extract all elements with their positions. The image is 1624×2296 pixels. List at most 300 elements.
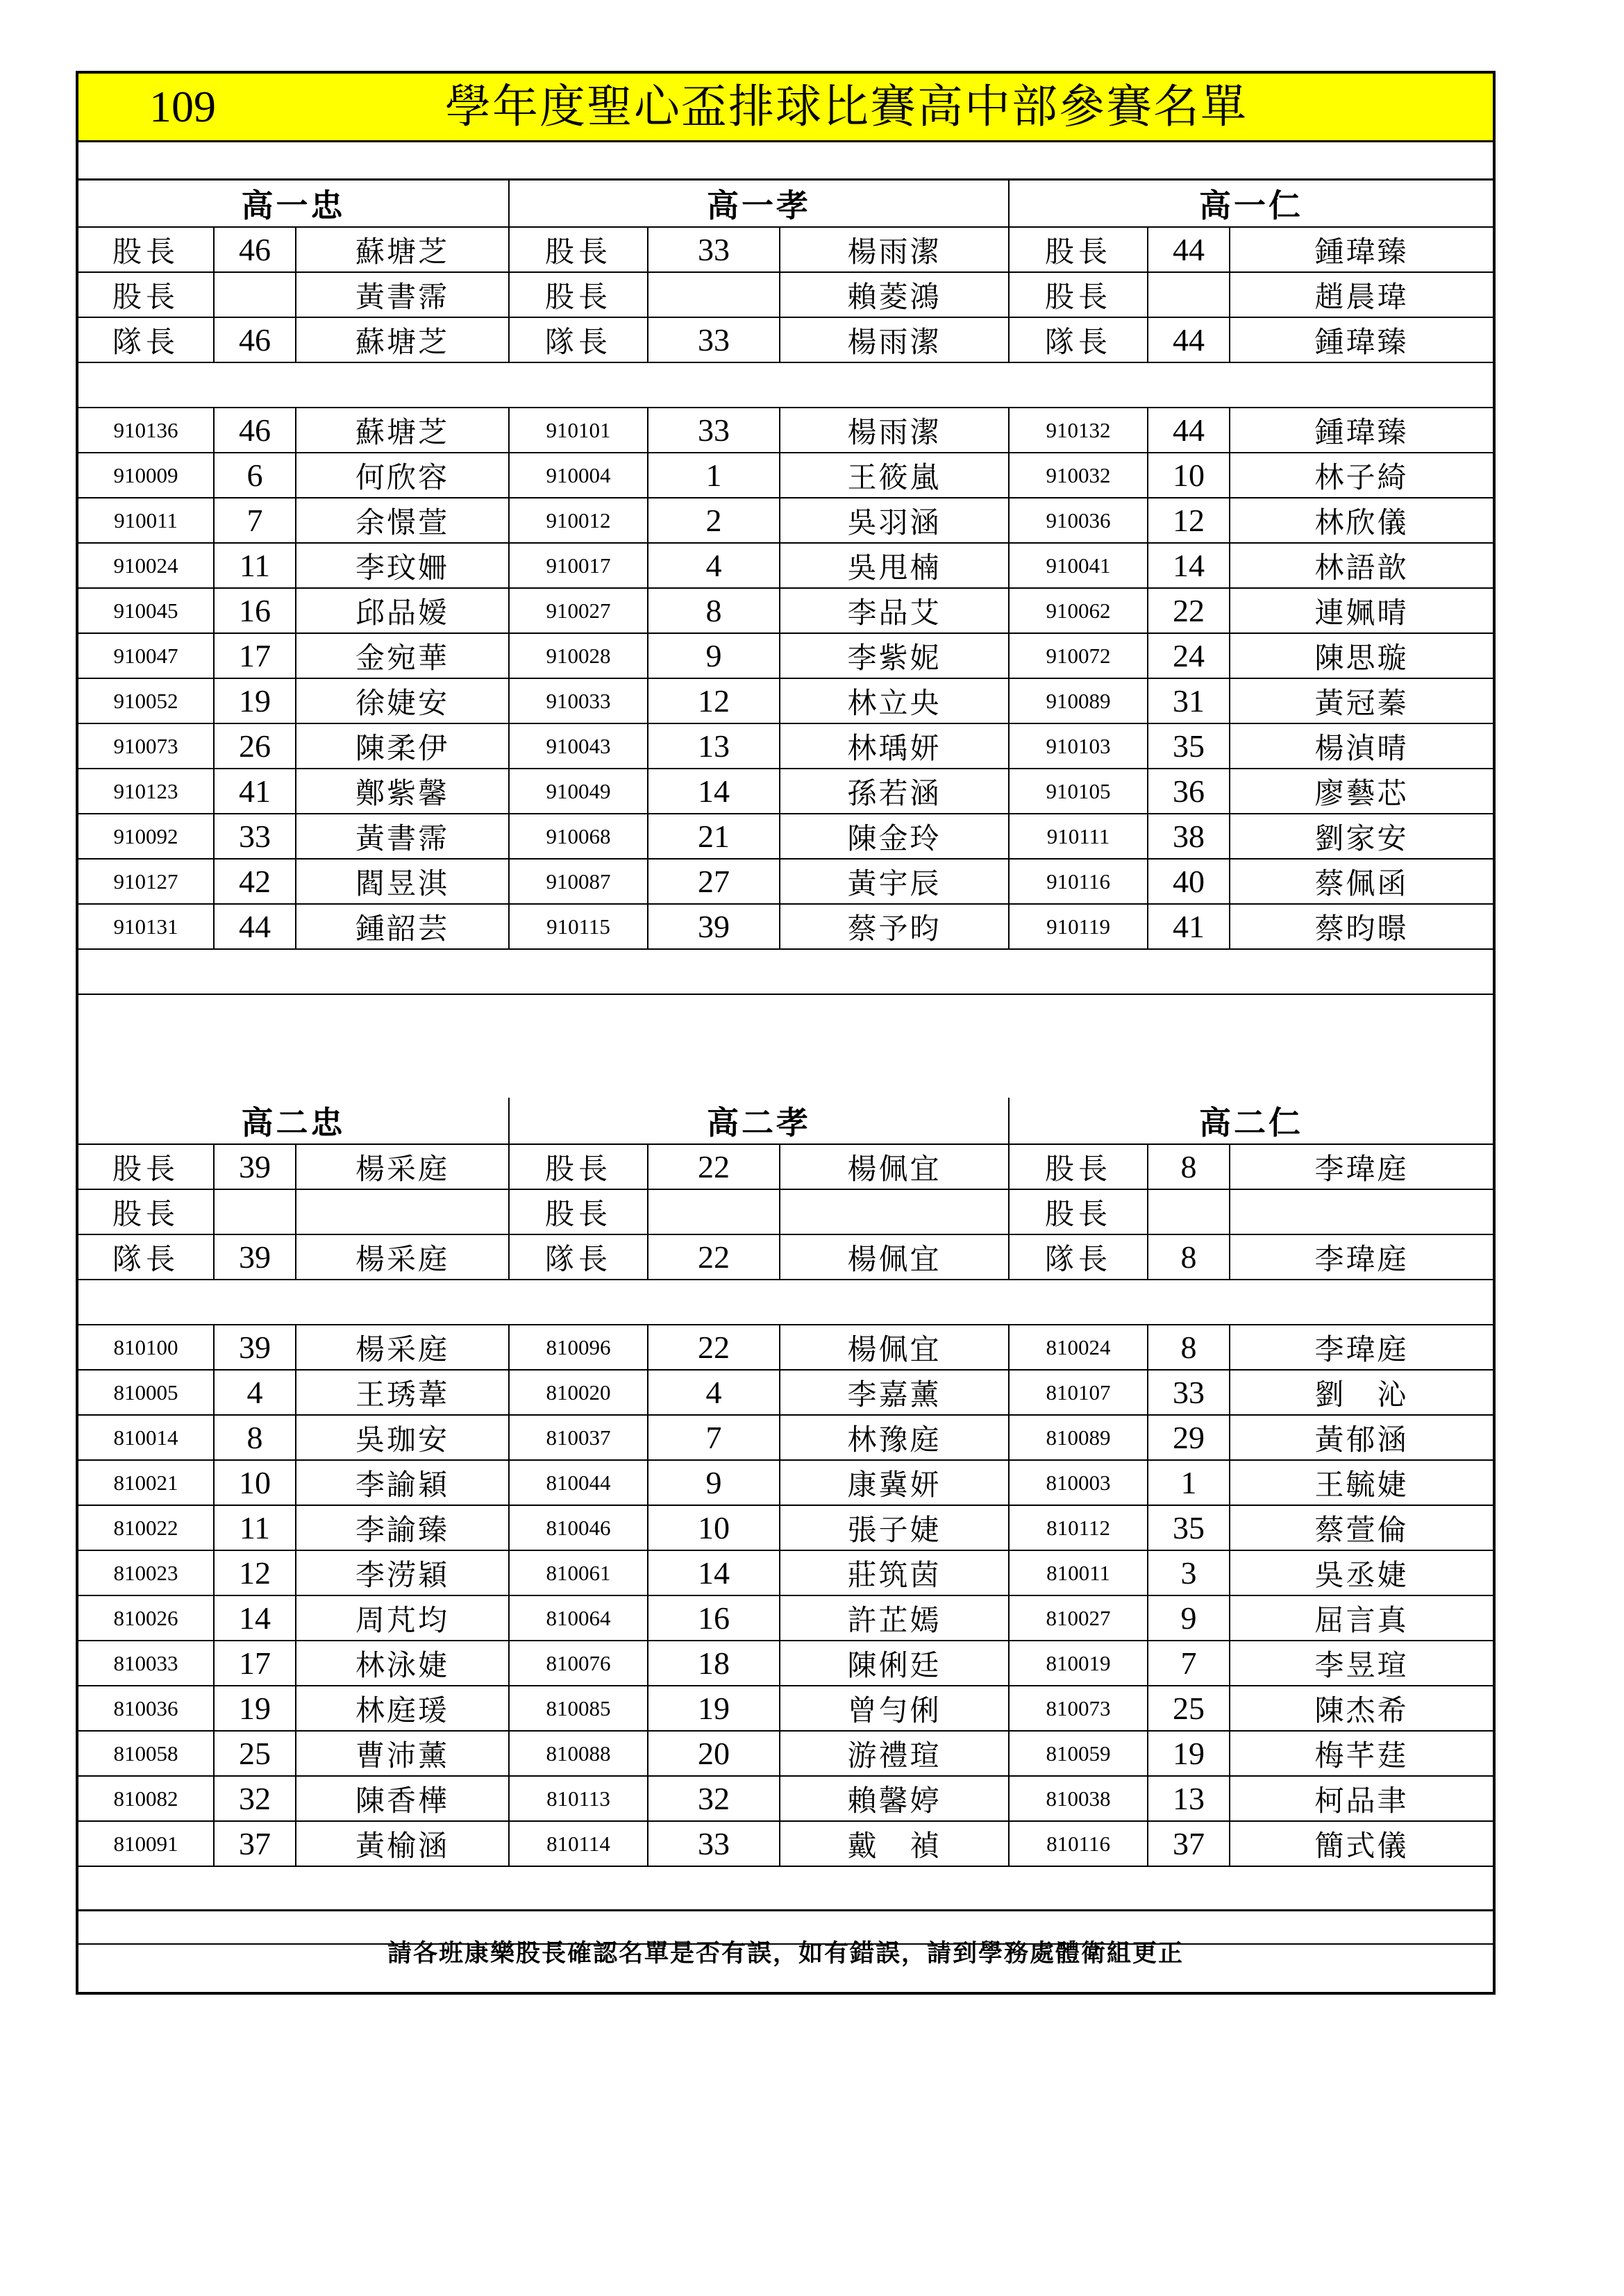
jersey-number: 25 (1148, 1686, 1230, 1731)
student-name: 黃榆涵 (296, 1821, 509, 1866)
jersey-number: 10 (1148, 453, 1230, 498)
gap-row (78, 949, 1493, 994)
student-id: 910072 (1009, 633, 1148, 678)
student-name: 王毓婕 (1230, 1460, 1493, 1505)
student-id: 810112 (1009, 1505, 1148, 1550)
jersey-number: 19 (214, 1686, 296, 1731)
student-name: 陳金玲 (780, 814, 1009, 859)
jersey-number: 6 (214, 453, 296, 498)
jersey-number: 8 (214, 1415, 296, 1460)
student-name: 陳柔伊 (296, 723, 509, 769)
student-name: 閻昱淇 (296, 859, 509, 904)
officer-role: 股長 (78, 272, 214, 317)
student-name: 蔡昀暻 (1230, 904, 1493, 949)
student-name: 廖藝芯 (1230, 769, 1493, 814)
jersey-number: 7 (1148, 1641, 1230, 1686)
student-name: 張子婕 (780, 1505, 1009, 1550)
table-row (78, 1460, 1493, 1505)
student-name: 楊采庭 (296, 1325, 509, 1370)
officer-row (78, 1144, 1493, 1189)
table-row (78, 1821, 1493, 1866)
student-id: 810088 (509, 1731, 648, 1776)
student-name: 柯品聿 (1230, 1776, 1493, 1821)
jersey-number: 17 (214, 1641, 296, 1686)
student-name (296, 1189, 509, 1234)
jersey-number: 39 (648, 904, 780, 949)
student-name: 楊采庭 (296, 1234, 509, 1280)
student-id: 810011 (1009, 1550, 1148, 1595)
student-name: 黃書霈 (296, 814, 509, 859)
student-name: 邱品嫒 (296, 588, 509, 633)
table-row (78, 543, 1493, 588)
student-name: 賴馨婷 (780, 1776, 1009, 1821)
student-id: 810061 (509, 1550, 648, 1595)
class-name-header: 高二忠 (78, 1098, 509, 1144)
jersey-number (214, 1189, 296, 1234)
jersey-number: 14 (648, 1550, 780, 1595)
student-name: 李瑋庭 (1230, 1234, 1493, 1280)
student-id: 810085 (509, 1686, 648, 1731)
student-name: 蘇塘芝 (296, 227, 509, 272)
jersey-number: 19 (214, 678, 296, 723)
jersey-number: 4 (648, 543, 780, 588)
student-name: 陳思璇 (1230, 633, 1493, 678)
jersey-number: 17 (214, 633, 296, 678)
student-name: 楊采庭 (296, 1144, 509, 1189)
student-name: 陳俐廷 (780, 1641, 1009, 1686)
jersey-number: 9 (648, 1460, 780, 1505)
table-row (78, 1595, 1493, 1641)
student-id: 810023 (78, 1550, 214, 1595)
jersey-number: 24 (1148, 633, 1230, 678)
student-id: 910136 (78, 408, 214, 453)
jersey-number: 4 (648, 1370, 780, 1415)
student-id: 810089 (1009, 1415, 1148, 1460)
student-id: 910092 (78, 814, 214, 859)
student-name: 蘇塘芝 (296, 317, 509, 362)
student-name: 鍾瑋臻 (1230, 227, 1493, 272)
student-name: 戴 禎 (780, 1821, 1009, 1866)
student-name: 吳甩楠 (780, 543, 1009, 588)
jersey-number: 14 (214, 1595, 296, 1641)
student-id: 810076 (509, 1641, 648, 1686)
student-id: 810064 (509, 1595, 648, 1641)
student-name: 楊佩宜 (780, 1325, 1009, 1370)
student-id: 910011 (78, 498, 214, 543)
officer-row (78, 227, 1493, 272)
student-name: 林欣儀 (1230, 498, 1493, 543)
officer-role: 隊長 (78, 1234, 214, 1280)
student-id: 910116 (1009, 859, 1148, 904)
jersey-number: 11 (214, 543, 296, 588)
student-name (1230, 1189, 1493, 1234)
table-row (78, 904, 1493, 949)
student-id: 810019 (1009, 1641, 1148, 1686)
officer-role: 股長 (78, 1144, 214, 1189)
student-name: 林子綺 (1230, 453, 1493, 498)
student-id: 910062 (1009, 588, 1148, 633)
jersey-number: 12 (214, 1550, 296, 1595)
jersey-number: 35 (1148, 1505, 1230, 1550)
jersey-number: 27 (648, 859, 780, 904)
jersey-number: 3 (1148, 1550, 1230, 1595)
student-id: 810024 (1009, 1325, 1148, 1370)
student-name: 李涝穎 (296, 1550, 509, 1595)
jersey-number: 11 (214, 1505, 296, 1550)
student-name: 李昱瑄 (1230, 1641, 1493, 1686)
student-id: 810038 (1009, 1776, 1148, 1821)
student-name: 楊佩宜 (780, 1144, 1009, 1189)
student-name: 連姵晴 (1230, 588, 1493, 633)
table-row (78, 814, 1493, 859)
jersey-number: 42 (214, 859, 296, 904)
jersey-number: 12 (648, 678, 780, 723)
student-name: 王琇葦 (296, 1370, 509, 1415)
officer-role: 股長 (509, 1144, 648, 1189)
jersey-number: 36 (1148, 769, 1230, 814)
separator-row (78, 362, 1493, 408)
jersey-number: 4 (214, 1370, 296, 1415)
student-id: 910115 (509, 904, 648, 949)
jersey-number (1148, 272, 1230, 317)
student-name: 游禮瑄 (780, 1731, 1009, 1776)
jersey-number (214, 272, 296, 317)
student-id: 910073 (78, 723, 214, 769)
officer-role: 隊長 (78, 317, 214, 362)
student-name: 何欣容 (296, 453, 509, 498)
student-name (780, 1189, 1009, 1234)
class-name-header: 高一孝 (509, 181, 1009, 227)
jersey-number: 8 (648, 588, 780, 633)
jersey-number: 29 (1148, 1415, 1230, 1460)
student-name: 劉家安 (1230, 814, 1493, 859)
student-id: 910027 (509, 588, 648, 633)
student-id: 910105 (1009, 769, 1148, 814)
student-id: 910123 (78, 769, 214, 814)
jersey-number: 46 (214, 317, 296, 362)
student-id: 810044 (509, 1460, 648, 1505)
jersey-number: 37 (214, 1821, 296, 1866)
jersey-number: 41 (214, 769, 296, 814)
jersey-number: 7 (648, 1415, 780, 1460)
student-name: 李玟姍 (296, 543, 509, 588)
student-name: 莊筑茵 (780, 1550, 1009, 1595)
jersey-number: 22 (648, 1325, 780, 1370)
student-id: 810114 (509, 1821, 648, 1866)
student-name: 金宛華 (296, 633, 509, 678)
class-header-row (78, 1098, 1493, 1144)
jersey-number: 1 (648, 453, 780, 498)
student-id: 810046 (509, 1505, 648, 1550)
student-id: 810027 (1009, 1595, 1148, 1641)
student-name: 李品艾 (780, 588, 1009, 633)
jersey-number (648, 272, 780, 317)
student-id: 910009 (78, 453, 214, 498)
student-name: 簡式儀 (1230, 1821, 1493, 1866)
jersey-number: 19 (648, 1686, 780, 1731)
student-id: 910087 (509, 859, 648, 904)
jersey-number: 33 (648, 317, 780, 362)
officer-row (78, 1234, 1493, 1280)
jersey-number: 22 (648, 1144, 780, 1189)
jersey-number: 16 (648, 1595, 780, 1641)
student-name: 李瑋庭 (1230, 1325, 1493, 1370)
student-name: 康冀妍 (780, 1460, 1009, 1505)
jersey-number: 9 (648, 633, 780, 678)
table-row (78, 1550, 1493, 1595)
footer-notice: 請各班康樂股長確認名單是否有誤，如有錯誤，請到學務處體衛組更正 (78, 1909, 1493, 1992)
student-name: 趙晨瑋 (1230, 272, 1493, 317)
student-name: 林語歆 (1230, 543, 1493, 588)
jersey-number: 44 (1148, 227, 1230, 272)
table-row (78, 1686, 1493, 1731)
table-row (78, 859, 1493, 904)
student-id: 810073 (1009, 1686, 1148, 1731)
student-id: 810037 (509, 1415, 648, 1460)
officer-role: 股長 (1009, 1189, 1148, 1234)
student-id: 910068 (509, 814, 648, 859)
table-row (78, 633, 1493, 678)
jersey-number: 8 (1148, 1234, 1230, 1280)
student-name: 陳杰希 (1230, 1686, 1493, 1731)
jersey-number: 8 (1148, 1325, 1230, 1370)
jersey-number: 41 (1148, 904, 1230, 949)
student-id: 910047 (78, 633, 214, 678)
jersey-number: 18 (648, 1641, 780, 1686)
student-id: 910101 (509, 408, 648, 453)
roster-sheet (76, 71, 1496, 1995)
table-row (78, 1415, 1493, 1460)
jersey-number: 25 (214, 1731, 296, 1776)
student-name: 楊湞晴 (1230, 723, 1493, 769)
class-name-header: 高二仁 (1009, 1098, 1493, 1144)
officer-role: 隊長 (509, 1234, 648, 1280)
student-id: 810003 (1009, 1460, 1148, 1505)
jersey-number: 32 (648, 1776, 780, 1821)
jersey-number: 7 (214, 498, 296, 543)
officer-role: 股長 (509, 272, 648, 317)
officer-role: 股長 (78, 1189, 214, 1234)
student-id: 810058 (78, 1731, 214, 1776)
student-id: 910033 (509, 678, 648, 723)
student-name: 李嘉薰 (780, 1370, 1009, 1415)
officer-role: 股長 (1009, 1144, 1148, 1189)
table-row (78, 769, 1493, 814)
student-name: 楊雨潔 (780, 317, 1009, 362)
student-id: 810022 (78, 1505, 214, 1550)
student-name: 林庭瑗 (296, 1686, 509, 1731)
student-id: 910028 (509, 633, 648, 678)
student-name: 黃郁涵 (1230, 1415, 1493, 1460)
jersey-number: 32 (214, 1776, 296, 1821)
jersey-number: 35 (1148, 723, 1230, 769)
student-name: 許芷嫣 (780, 1595, 1009, 1641)
table-row (78, 408, 1493, 453)
jersey-number: 31 (1148, 678, 1230, 723)
student-id: 810116 (1009, 1821, 1148, 1866)
table-row (78, 1641, 1493, 1686)
student-name: 蘇塘芝 (296, 408, 509, 453)
jersey-number: 22 (1148, 588, 1230, 633)
officer-role: 隊長 (1009, 1234, 1148, 1280)
student-name: 屈言真 (1230, 1595, 1493, 1641)
jersey-number: 22 (648, 1234, 780, 1280)
jersey-number: 19 (1148, 1731, 1230, 1776)
table-row (78, 498, 1493, 543)
student-id: 810059 (1009, 1731, 1148, 1776)
student-id: 810107 (1009, 1370, 1148, 1415)
student-id: 810020 (509, 1370, 648, 1415)
jersey-number: 16 (214, 588, 296, 633)
student-name: 林豫庭 (780, 1415, 1009, 1460)
student-name: 鍾韶芸 (296, 904, 509, 949)
table-row (78, 1505, 1493, 1550)
student-id: 910012 (509, 498, 648, 543)
officer-role: 股長 (78, 227, 214, 272)
student-id: 910131 (78, 904, 214, 949)
student-name: 吳羽涵 (780, 498, 1009, 543)
student-id: 810082 (78, 1776, 214, 1821)
jersey-number (1148, 1189, 1230, 1234)
student-id: 810113 (509, 1776, 648, 1821)
page-title: 學年度聖心盃排球比賽高中部參賽名單 (445, 80, 1248, 133)
student-id: 910132 (1009, 408, 1148, 453)
student-id: 910036 (1009, 498, 1148, 543)
student-id: 810014 (78, 1415, 214, 1460)
jersey-number: 13 (648, 723, 780, 769)
student-name: 蔡佩函 (1230, 859, 1493, 904)
student-name: 楊雨潔 (780, 227, 1009, 272)
table-row (78, 1731, 1493, 1776)
student-name: 林立央 (780, 678, 1009, 723)
officer-role: 股長 (1009, 227, 1148, 272)
student-name: 曾勻俐 (780, 1686, 1009, 1731)
jersey-number: 40 (1148, 859, 1230, 904)
student-id: 910052 (78, 678, 214, 723)
blank-separator (78, 1280, 1493, 1325)
student-name: 蔡予昀 (780, 904, 1009, 949)
student-id: 810026 (78, 1595, 214, 1641)
student-name: 楊雨潔 (780, 408, 1009, 453)
table-row (78, 723, 1493, 769)
title-bar (78, 74, 1493, 142)
student-id: 810100 (78, 1325, 214, 1370)
jersey-number: 8 (1148, 1144, 1230, 1189)
officer-role: 隊長 (1009, 317, 1148, 362)
jersey-number: 44 (1148, 408, 1230, 453)
student-id: 810033 (78, 1641, 214, 1686)
jersey-number: 21 (648, 814, 780, 859)
jersey-number: 26 (214, 723, 296, 769)
jersey-number: 46 (214, 408, 296, 453)
jersey-number (648, 1189, 780, 1234)
student-name: 梅芊莛 (1230, 1731, 1493, 1776)
officer-role: 股長 (509, 1189, 648, 1234)
officer-row (78, 272, 1493, 317)
jersey-number: 39 (214, 1144, 296, 1189)
jersey-number: 13 (1148, 1776, 1230, 1821)
grade-10-roster-table (78, 181, 1493, 995)
student-name: 鄭紫馨 (296, 769, 509, 814)
jersey-number: 39 (214, 1234, 296, 1280)
class-name-header: 高一忠 (78, 181, 509, 227)
class-name-header: 高二孝 (509, 1098, 1009, 1144)
student-name: 李諭穎 (296, 1460, 509, 1505)
student-name: 黃宇辰 (780, 859, 1009, 904)
jersey-number: 44 (1148, 317, 1230, 362)
student-id: 810005 (78, 1370, 214, 1415)
student-name: 徐婕安 (296, 678, 509, 723)
grade-11-roster-table (78, 1098, 1493, 1945)
student-id: 810021 (78, 1460, 214, 1505)
officer-row (78, 317, 1493, 362)
student-id: 910024 (78, 543, 214, 588)
jersey-number: 14 (648, 769, 780, 814)
student-id: 910045 (78, 588, 214, 633)
class-name-header: 高一仁 (1009, 181, 1493, 227)
table-row (78, 1325, 1493, 1370)
student-id: 910119 (1009, 904, 1148, 949)
jersey-number: 46 (214, 227, 296, 272)
jersey-number: 33 (648, 227, 780, 272)
student-id: 910032 (1009, 453, 1148, 498)
student-id: 910127 (78, 859, 214, 904)
student-name: 黃書霈 (296, 272, 509, 317)
student-name: 楊佩宜 (780, 1234, 1009, 1280)
table-row (78, 588, 1493, 633)
student-id: 910089 (1009, 678, 1148, 723)
student-name: 林泳婕 (296, 1641, 509, 1686)
table-row (78, 453, 1493, 498)
student-id: 910049 (509, 769, 648, 814)
separator-row (78, 1280, 1493, 1325)
blank-separator (78, 362, 1493, 408)
officer-role: 股長 (1009, 272, 1148, 317)
jersey-number: 1 (1148, 1460, 1230, 1505)
student-id: 910004 (509, 453, 648, 498)
student-id: 910111 (1009, 814, 1148, 859)
student-id: 910041 (1009, 543, 1148, 588)
student-id: 910103 (1009, 723, 1148, 769)
jersey-number: 10 (214, 1460, 296, 1505)
class-header-row (78, 181, 1493, 227)
student-name: 吳丞婕 (1230, 1550, 1493, 1595)
title-year: 109 (149, 82, 216, 131)
jersey-number: 37 (1148, 1821, 1230, 1866)
student-name: 王筱嵐 (780, 453, 1009, 498)
jersey-number: 33 (214, 814, 296, 859)
student-id: 810096 (509, 1325, 648, 1370)
jersey-number: 2 (648, 498, 780, 543)
table-row (78, 1370, 1493, 1415)
blank-row (78, 142, 1493, 181)
jersey-number: 33 (1148, 1370, 1230, 1415)
jersey-number: 39 (214, 1325, 296, 1370)
officer-role: 隊長 (509, 317, 648, 362)
table-row (78, 678, 1493, 723)
student-name: 賴菱鴻 (780, 272, 1009, 317)
student-name: 鍾瑋臻 (1230, 317, 1493, 362)
jersey-number: 10 (648, 1505, 780, 1550)
student-name: 黃冠蓁 (1230, 678, 1493, 723)
student-id: 910043 (509, 723, 648, 769)
jersey-number: 14 (1148, 543, 1230, 588)
student-name: 李諭臻 (296, 1505, 509, 1550)
student-name: 李紫妮 (780, 633, 1009, 678)
student-name: 曹沛薰 (296, 1731, 509, 1776)
student-id: 910017 (509, 543, 648, 588)
jersey-number: 44 (214, 904, 296, 949)
